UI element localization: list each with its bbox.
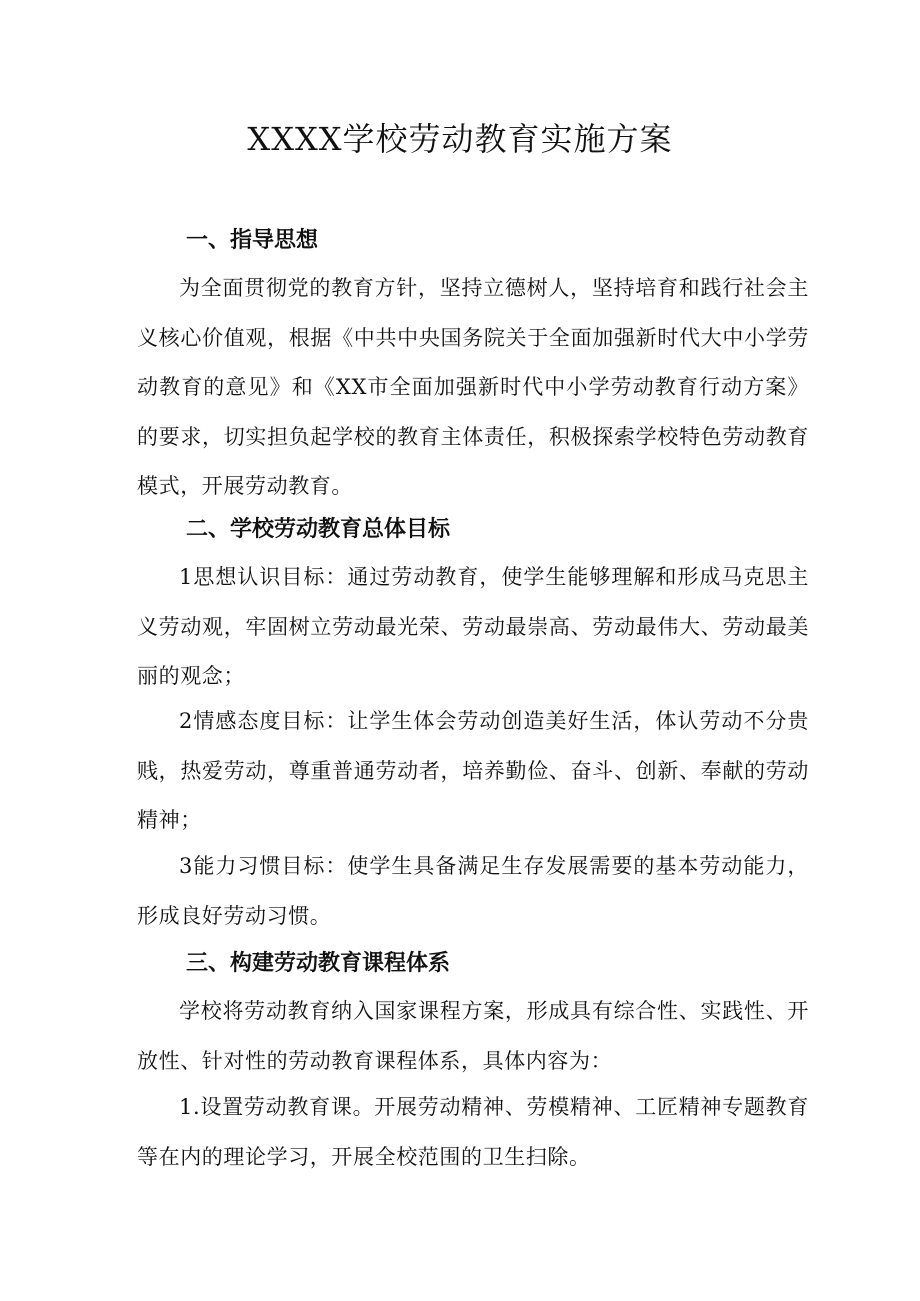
goal-2-paragraph: 2情感态度目标：让学生体会劳动创造美好生活，体认劳动不分贵贱，热爱劳动，尊重普通劳动者，培养勤俭、奋斗、创新、奉献的劳动精神； [137, 709, 809, 832]
curriculum-item-1-paragraph: 1.设置劳动教育课。开展劳动精神、劳模精神、工匠精神专题教育等在内的理论学习，开展全校范围的卫生扫除。 [137, 1095, 809, 1169]
section-heading-guiding-ideology: 一、指导思想 [186, 228, 319, 253]
section-heading-curriculum-system: 三、构建劳动教育课程体系 [186, 951, 451, 976]
goal-3-paragraph: 3能力习惯目标：使学生具备满足生存发展需要的基本劳动能力，形成良好劳动习惯。 [137, 854, 809, 928]
curriculum-intro-paragraph: 学校将劳动教育纳入国家课程方案，形成具有综合性、实践性、开放性、针对性的劳动教育课程体系，具体内容为： [137, 999, 809, 1073]
document-title: XXXX学校劳动教育实施方案 [247, 120, 673, 158]
section-heading-overall-goals: 二、学校劳动教育总体目标 [186, 517, 451, 542]
goal-1-paragraph: 1思想认识目标：通过劳动教育，使学生能够理解和形成马克思主义劳动观，牢固树立劳动最光荣、劳动最崇高、劳动最伟大、劳动最美丽的观念； [137, 565, 809, 688]
section-1-paragraph: 为全面贯彻党的教育方针，坚持立德树人，坚持培育和践行社会主义核心价值观，根据《中共中央国务院关于全面加强新时代大中小学劳动教育的意见》和《XX市全面加强新时代中小学劳动教育行动方案》的要求，切实担负起学校的教育主体责任，积极探索学校特色劳动教育模式，开展劳动教育。 [137, 276, 809, 498]
